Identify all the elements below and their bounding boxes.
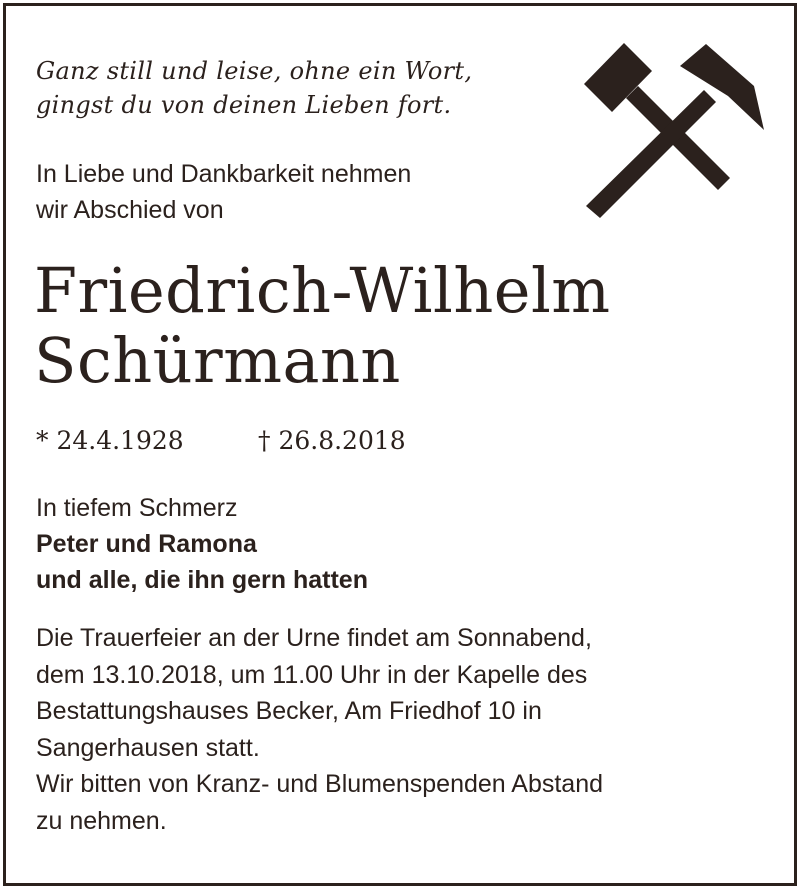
service-info (36, 620, 603, 839)
service-line: Wir bitten von Kranz- und Blumenspenden Abstand (36, 770, 604, 798)
life-dates (36, 424, 406, 458)
poem-line: Ganz still und leise, ohne ein Wort, (36, 57, 473, 85)
deceased-last-name: Schürmann (34, 324, 401, 397)
mourners-intro: In tiefem Schmerz (36, 494, 238, 522)
service-line: dem 13.10.2018, um 11.00 Uhr in der Kapelle des (36, 660, 588, 689)
intro-line: In Liebe und Dankbarkeit nehmen (36, 160, 412, 188)
death-date: † 26.8.2018 (258, 426, 406, 455)
poem-line: gingst du von deinen Lieben fort. (36, 91, 452, 119)
service-line: Die Trauerfeier an der Urne findet am Sonnabend, (36, 624, 592, 652)
service-line: Sangerhausen statt. (36, 733, 260, 762)
hammer-and-pick-icon (578, 40, 764, 218)
poem (36, 54, 472, 122)
intro-text (36, 156, 411, 228)
service-line: Bestattungshauses Becker, Am Friedhof 10 in (36, 697, 542, 725)
birth-date: * 24.4.1928 (36, 426, 184, 455)
mourners (36, 490, 368, 598)
service-line: zu nehmen. (36, 806, 167, 835)
mourners-names: Peter und Ramona (36, 530, 257, 558)
intro-line: wir Abschied von (36, 196, 224, 224)
mourners-others: und alle, die ihn gern hatten (36, 566, 368, 594)
deceased-first-name: Friedrich-Wilhelm (34, 254, 611, 327)
deceased-name (34, 256, 611, 396)
